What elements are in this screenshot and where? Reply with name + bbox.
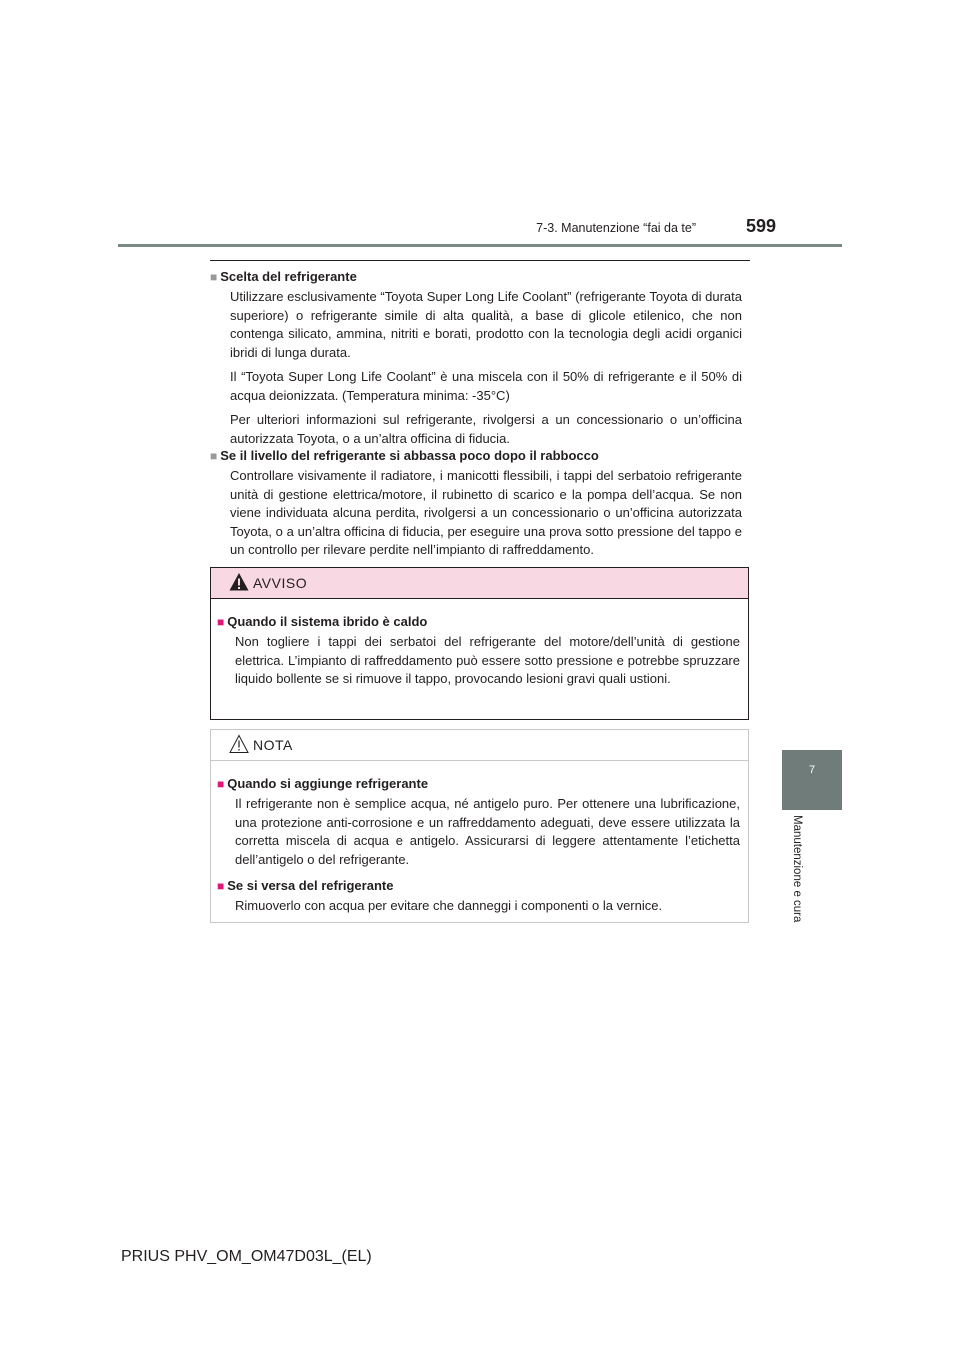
notice-item-heading: Se si versa del refrigerante (227, 878, 394, 893)
chapter-tab (782, 750, 842, 810)
chapter-label: Manutenzione e cura (791, 815, 803, 923)
square-bullet-icon: ■ (217, 777, 225, 791)
caution-triangle-icon (229, 734, 249, 754)
square-bullet-icon: ■ (217, 615, 225, 629)
square-bullet-icon: ■ (210, 449, 218, 463)
notice-item-heading: Quando si aggiunge refrigerante (227, 776, 429, 791)
page-number: 599 (746, 216, 777, 236)
notice-header (211, 730, 748, 761)
warning-box (210, 567, 749, 720)
chapter-number: 7 (808, 764, 816, 776)
warning-item-text: Non togliere i tappi dei serbatoi del refrigerante del motore/dell’unità di gestione elettrica. L’impianto di raffreddamento può essere sotto pressione e potrebbe spruzzare liquido bollente se si rimuove il tappo, provocando lesioni gravi quali ustioni. (235, 634, 740, 686)
square-bullet-icon: ■ (217, 879, 225, 893)
paragraph: Per ulteriori informazioni sul refrigerante, rivolgersi a un concessionario o un’officina autorizzata Toyota, o a un’altra officina di fiducia. (230, 412, 742, 446)
warning-title: AVVISO (253, 575, 308, 591)
header-rule (118, 244, 842, 247)
warning-triangle-icon (229, 572, 249, 592)
square-bullet-icon: ■ (210, 270, 218, 284)
notice-box (210, 729, 749, 923)
section-heading: Scelta del refrigerante (220, 269, 357, 284)
paragraph: Utilizzare esclusivamente “Toyota Super Long Life Coolant” (refrigerante Toyota di durata superiore) o refrigerante simile di alta qualità, a base di glicole etilenico, che non contenga silicato, ammina, nitriti e borati, prodotto con la tecnologia degli acidi organici ibridi di lunga durata. (230, 289, 742, 360)
section-coolant-choice (210, 268, 742, 454)
notice-item-text: Rimuoverlo con acqua per evitare che danneggi i componenti o la vernice. (235, 898, 663, 913)
section-coolant-level (210, 447, 742, 566)
notice-item-text: Il refrigerante non è semplice acqua, né antigelo puro. Per ottenere una lubrificazione, una protezione anti-corrosione e un raffreddamento adeguati, deve essere utilizzata la corretta miscela di acqua e antigelo. Assicurarsi di leggere attentamente l’etichetta dell’antigelo o del refrigerante. (235, 796, 740, 867)
section-title: 7-3. Manutenzione “fai da te” (536, 221, 696, 235)
document-code: PRIUS PHV_OM_OM47D03L_(EL) (121, 1248, 372, 1265)
paragraph: Il “Toyota Super Long Life Coolant” è una miscela con il 50% di refrigerante e il 50% di acqua deionizzata. (Temperatura minima: -35°C) (230, 369, 742, 403)
section-heading: Se il livello del refrigerante si abbassa poco dopo il rabbocco (220, 448, 599, 463)
warning-item-heading: Quando il sistema ibrido è caldo (227, 614, 428, 629)
notice-title: NOTA (253, 737, 293, 753)
warning-header (211, 568, 748, 599)
content-top-rule (210, 260, 750, 261)
paragraph: Controllare visivamente il radiatore, i manicotti flessibili, i tappi del serbatoio refrigerante unità di gestione elettrica/motore, il rubinetto di scarico e la pompa dell’acqua. Se non viene individuata alcuna perdita, rivolgersi a un concessionario o un’officina autorizzata Toyota, o a un’altra officina di fiducia, per eseguire una prova sotto pressione del tappo e un controllo per rilevare perdite nell’impianto di raffreddamento. (230, 468, 742, 557)
